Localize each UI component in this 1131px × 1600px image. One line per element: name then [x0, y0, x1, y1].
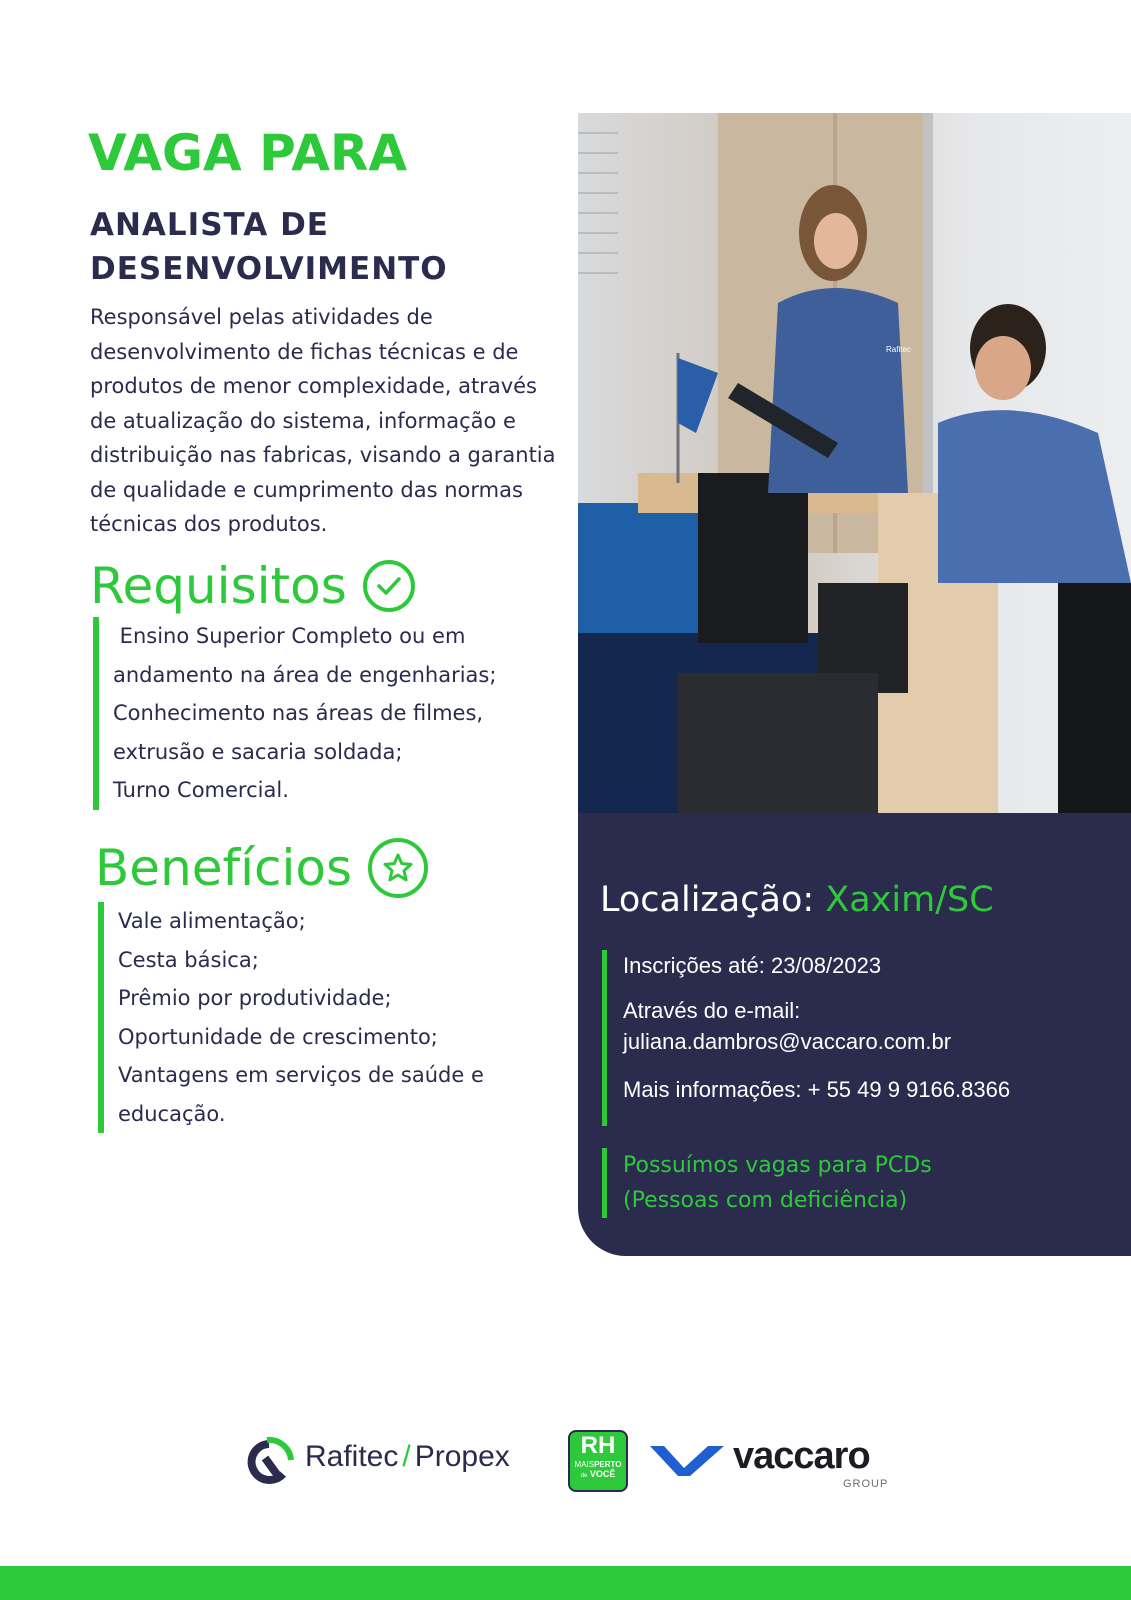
rh-badge-logo [568, 1430, 628, 1492]
email-label: Através do e-mail: [623, 998, 801, 1023]
pcd-line-2: (Pessoas com deficiência) [623, 1188, 908, 1213]
job-description: Responsável pelas atividades de desenvolvimento de fichas técnicas e de produtos de menor complexidade, através de atualização do sistema, informação e distribuição nas fabricas, visando a garantia de qualidade e cumprimento das normas técnicas dos produtos. [90, 305, 556, 536]
vaccaro-group-text: GROUP [843, 1478, 889, 1490]
rh-mais-text: MAIS [574, 1460, 595, 1469]
rh-perto-text: PERTO [594, 1460, 622, 1469]
footer-accent-bar [0, 1566, 1131, 1600]
rh-voce-text: VOCÊ [589, 1469, 616, 1479]
list-item: Cesta básica; [118, 947, 259, 972]
list-item: andamento na área de engenharias; [113, 662, 497, 687]
contact-details [602, 950, 1123, 1126]
registration-deadline: Inscrições até: 23/08/2023 [623, 953, 882, 978]
email-address[interactable]: juliana.dambros@vaccaro.com.br [623, 1029, 952, 1054]
more-info-phone: Mais informações: + 55 49 9 9166.8366 [623, 1077, 1011, 1102]
list-item: educação. [118, 1101, 226, 1126]
list-item: Prêmio por produtividade; [118, 986, 392, 1010]
rafitec-propex-wordmark [305, 1440, 510, 1474]
rafitec-text: Rafitec [305, 1440, 399, 1473]
photo-shirt-badge: Rafitec [886, 345, 911, 354]
rh-subtitle [570, 1460, 626, 1469]
requirements-heading [90, 557, 415, 615]
office-photo [578, 113, 1131, 813]
benefits-list [98, 902, 548, 1133]
requirements-title: Requisitos [90, 557, 347, 615]
rh-de-text: de [580, 1473, 588, 1479]
location-value: Xaxim/SC [825, 880, 994, 920]
list-item: Conhecimento nas áreas de filmes, [113, 701, 484, 725]
list-item: Oportunidade de crescimento; [118, 1024, 438, 1049]
location-label: Localização: [600, 880, 815, 920]
propex-text: Propex [414, 1440, 510, 1473]
pcd-notice [602, 1148, 1103, 1218]
rh-main-text: RH [580, 1432, 616, 1459]
job-heading: VAGA PARA [88, 124, 408, 182]
position-line-2: DESENVOLVIMENTO [90, 251, 448, 287]
check-circle-icon [363, 560, 415, 612]
list-item: Vantagens em serviços de saúde e [118, 1063, 484, 1087]
star-circle-icon [368, 838, 428, 898]
list-item: Ensino Superior Completo ou em [113, 624, 466, 648]
benefits-heading [95, 838, 428, 898]
benefits-title: Benefícios [95, 839, 353, 897]
vaccaro-wordmark: vaccaro [733, 1435, 870, 1477]
requirements-list [93, 617, 573, 810]
rh-voce-line [570, 1469, 626, 1482]
job-position-title [90, 203, 448, 291]
company-logos [245, 1428, 905, 1494]
list-item: extrusão e sacaria soldada; [113, 739, 403, 764]
list-item: Turno Comercial. [113, 778, 289, 802]
list-item: Vale alimentação; [118, 909, 306, 933]
location [600, 880, 994, 920]
vaccaro-logo-mark [650, 1442, 724, 1478]
pcd-line-1: Possuímos vagas para PCDs [623, 1153, 932, 1178]
position-line-1: ANALISTA DE [90, 207, 329, 243]
logo-slash: / [402, 1440, 411, 1473]
rafitec-logo-mark [245, 1436, 297, 1486]
